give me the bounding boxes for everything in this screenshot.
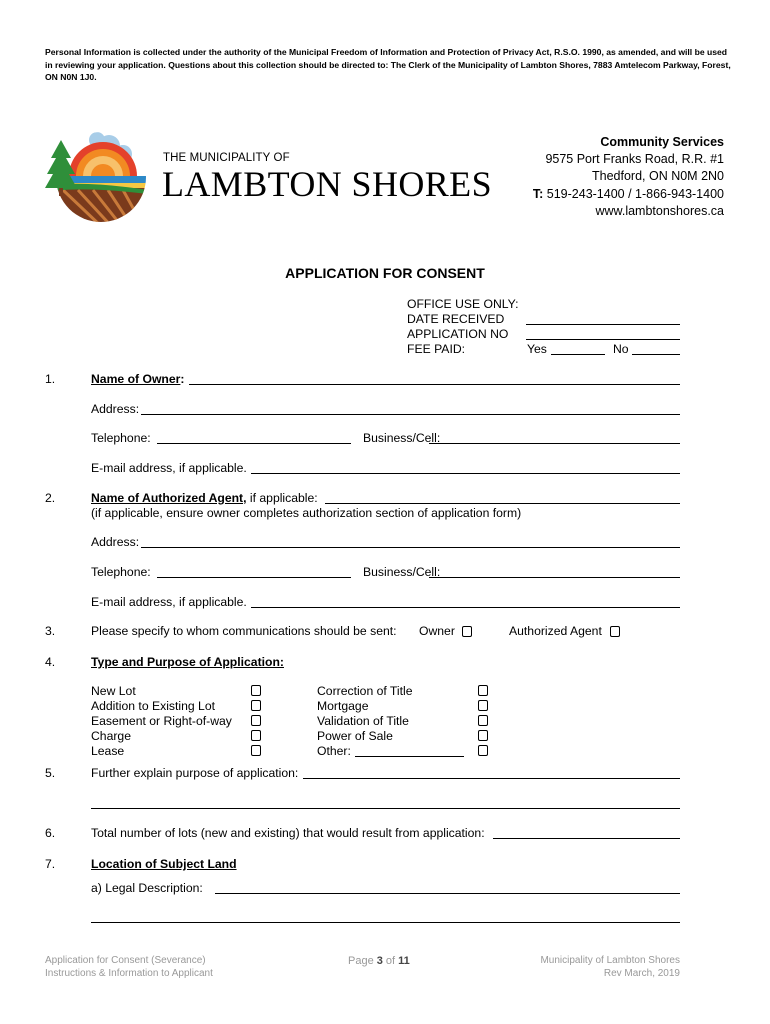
option-lease: Lease bbox=[91, 744, 125, 758]
section-1-number: 1. bbox=[45, 372, 56, 386]
owner-name-colon: : bbox=[180, 372, 185, 386]
fee-no-field[interactable] bbox=[632, 354, 680, 355]
section-2-number: 2. bbox=[45, 491, 56, 505]
communications-agent-label: Authorized Agent bbox=[509, 624, 602, 638]
section-7-number: 7. bbox=[45, 857, 56, 871]
agent-note: (if applicable, ensure owner completes authorization section of application form) bbox=[91, 506, 522, 520]
agent-address-field[interactable] bbox=[141, 547, 680, 548]
owner-address-label: Address: bbox=[91, 402, 140, 416]
fee-paid-label: FEE PAID: bbox=[407, 342, 466, 356]
owner-name-label bbox=[91, 372, 184, 386]
correction-of-title-checkbox[interactable] bbox=[478, 685, 488, 696]
footer-right bbox=[540, 955, 680, 980]
application-type-heading-text: Type and Purpose of Application: bbox=[91, 655, 284, 669]
form-title: APPLICATION FOR CONSENT bbox=[285, 265, 485, 281]
option-charge: Charge bbox=[91, 729, 131, 743]
contact-website[interactable]: www.lambtonshores.ca bbox=[595, 203, 724, 218]
agent-address-label: Address: bbox=[91, 535, 140, 549]
contact-address1: 9575 Port Franks Road, R.R. #1 bbox=[545, 152, 724, 167]
option-power-of-sale: Power of Sale bbox=[317, 729, 393, 743]
agent-email-label: E-mail address, if applicable. bbox=[91, 595, 247, 609]
page-current: 3 bbox=[376, 955, 383, 967]
page-prefix: Page bbox=[348, 955, 377, 967]
option-correction-of-title: Correction of Title bbox=[317, 684, 413, 698]
application-type-heading bbox=[91, 655, 284, 669]
contact-phone-row bbox=[533, 186, 724, 203]
communications-owner-label: Owner bbox=[419, 624, 455, 638]
option-mortgage: Mortgage bbox=[317, 699, 369, 713]
owner-telephone-field[interactable] bbox=[157, 443, 351, 444]
municipality-name: LAMBTON SHORES bbox=[162, 164, 492, 204]
new-lot-checkbox[interactable] bbox=[251, 685, 261, 696]
footer-left bbox=[45, 955, 213, 980]
communications-owner-checkbox[interactable] bbox=[462, 626, 472, 637]
application-no-label: APPLICATION NO bbox=[407, 327, 509, 341]
addition-existing-lot-checkbox[interactable] bbox=[251, 700, 261, 711]
fee-yes-field[interactable] bbox=[551, 354, 605, 355]
agent-name-field[interactable] bbox=[325, 503, 680, 504]
contact-department: Community Services bbox=[600, 135, 724, 149]
footer-doc-title: Application for Consent (Severance) bbox=[45, 955, 206, 966]
easement-checkbox[interactable] bbox=[251, 715, 261, 726]
owner-name-field[interactable] bbox=[189, 384, 680, 385]
location-heading bbox=[91, 857, 237, 871]
total-lots-field[interactable] bbox=[493, 838, 680, 839]
footer-revision: Rev March, 2019 bbox=[603, 967, 680, 979]
contact-address2: Thedford, ON N0M 2N0 bbox=[592, 169, 724, 184]
communications-label: Please specify to whom communications should be sent: bbox=[91, 624, 397, 638]
office-use-block bbox=[407, 297, 519, 357]
total-lots-label: Total number of lots (new and existing) that would result from application: bbox=[91, 826, 485, 840]
municipality-prefix: THE MUNICIPALITY OF bbox=[163, 152, 290, 164]
mortgage-checkbox[interactable] bbox=[478, 700, 488, 711]
option-new-lot: New Lot bbox=[91, 684, 136, 698]
section-4-number: 4. bbox=[45, 655, 56, 669]
owner-email-field[interactable] bbox=[251, 473, 680, 474]
page-number bbox=[348, 955, 410, 968]
footer-municipality: Municipality of Lambton Shores bbox=[540, 955, 680, 966]
owner-address-field[interactable] bbox=[141, 414, 680, 415]
agent-telephone-label: Telephone: bbox=[91, 565, 151, 579]
page-total: 11 bbox=[398, 955, 410, 967]
option-other: Other: bbox=[317, 744, 351, 758]
page-of: of bbox=[382, 955, 399, 967]
owner-business-field[interactable] bbox=[429, 443, 680, 444]
agent-business-label: Business/Cell: bbox=[363, 565, 441, 579]
legal-description-field-2[interactable] bbox=[91, 922, 680, 923]
option-easement: Easement or Right-of-way bbox=[91, 714, 232, 728]
owner-business-label: Business/Cell: bbox=[363, 431, 441, 445]
legal-description-field-1[interactable] bbox=[215, 893, 680, 894]
communications-agent-checkbox[interactable] bbox=[610, 626, 620, 637]
other-specify-field[interactable] bbox=[355, 756, 464, 757]
purpose-explain-label: Further explain purpose of application: bbox=[91, 766, 299, 780]
fee-yes-label: Yes bbox=[527, 342, 547, 356]
fee-no-label: No bbox=[613, 342, 629, 356]
legal-description-label: a) Legal Description: bbox=[91, 881, 203, 895]
agent-business-field[interactable] bbox=[429, 577, 680, 578]
power-of-sale-checkbox[interactable] bbox=[478, 730, 488, 741]
contact-block bbox=[533, 134, 724, 220]
option-addition-existing-lot: Addition to Existing Lot bbox=[91, 699, 215, 713]
owner-email-label: E-mail address, if applicable. bbox=[91, 461, 247, 475]
date-received-label: DATE RECEIVED bbox=[407, 312, 505, 326]
other-checkbox[interactable] bbox=[478, 745, 488, 756]
agent-if-applicable: if applicable: bbox=[246, 491, 318, 505]
section-3-number: 3. bbox=[45, 624, 56, 638]
option-validation-of-title: Validation of Title bbox=[317, 714, 409, 728]
footer-doc-subtitle: Instructions & Information to Applicant bbox=[45, 967, 213, 979]
contact-phone-label: T: bbox=[532, 186, 544, 201]
purpose-explain-field-1[interactable] bbox=[303, 778, 680, 779]
office-use-heading: OFFICE USE ONLY: bbox=[407, 297, 519, 311]
agent-telephone-field[interactable] bbox=[157, 577, 351, 578]
date-received-field[interactable] bbox=[526, 324, 680, 325]
validation-of-title-checkbox[interactable] bbox=[478, 715, 488, 726]
municipality-logo-icon bbox=[43, 126, 148, 228]
section-5-number: 5. bbox=[45, 766, 56, 780]
application-no-field[interactable] bbox=[526, 339, 680, 340]
charge-checkbox[interactable] bbox=[251, 730, 261, 741]
location-heading-text: Location of Subject Land bbox=[91, 857, 237, 871]
contact-phone: 519-243-1400 / 1-866-943-1400 bbox=[546, 186, 724, 201]
owner-name-label-text: Name of Owner bbox=[91, 372, 181, 386]
agent-email-field[interactable] bbox=[251, 607, 680, 608]
agent-name-label bbox=[91, 491, 318, 505]
privacy-notice: Personal Information is collected under the authority of the Municipal Freedom of Information and Protection of Privacy Act, R.S.O. 1990, as amended, and will be used in reviewing your application. Questions about this collection should be directed to: The Clerk of the Municipality of Lambton Shores, 7883 Amtelecom Parkway, Forest, ON N0N 1J0. bbox=[45, 47, 731, 82]
owner-telephone-label: Telephone: bbox=[91, 431, 151, 445]
agent-name-label-text: Name of Authorized Agent, bbox=[91, 491, 247, 505]
lease-checkbox[interactable] bbox=[251, 745, 261, 756]
purpose-explain-field-2[interactable] bbox=[91, 808, 680, 809]
section-6-number: 6. bbox=[45, 826, 56, 840]
